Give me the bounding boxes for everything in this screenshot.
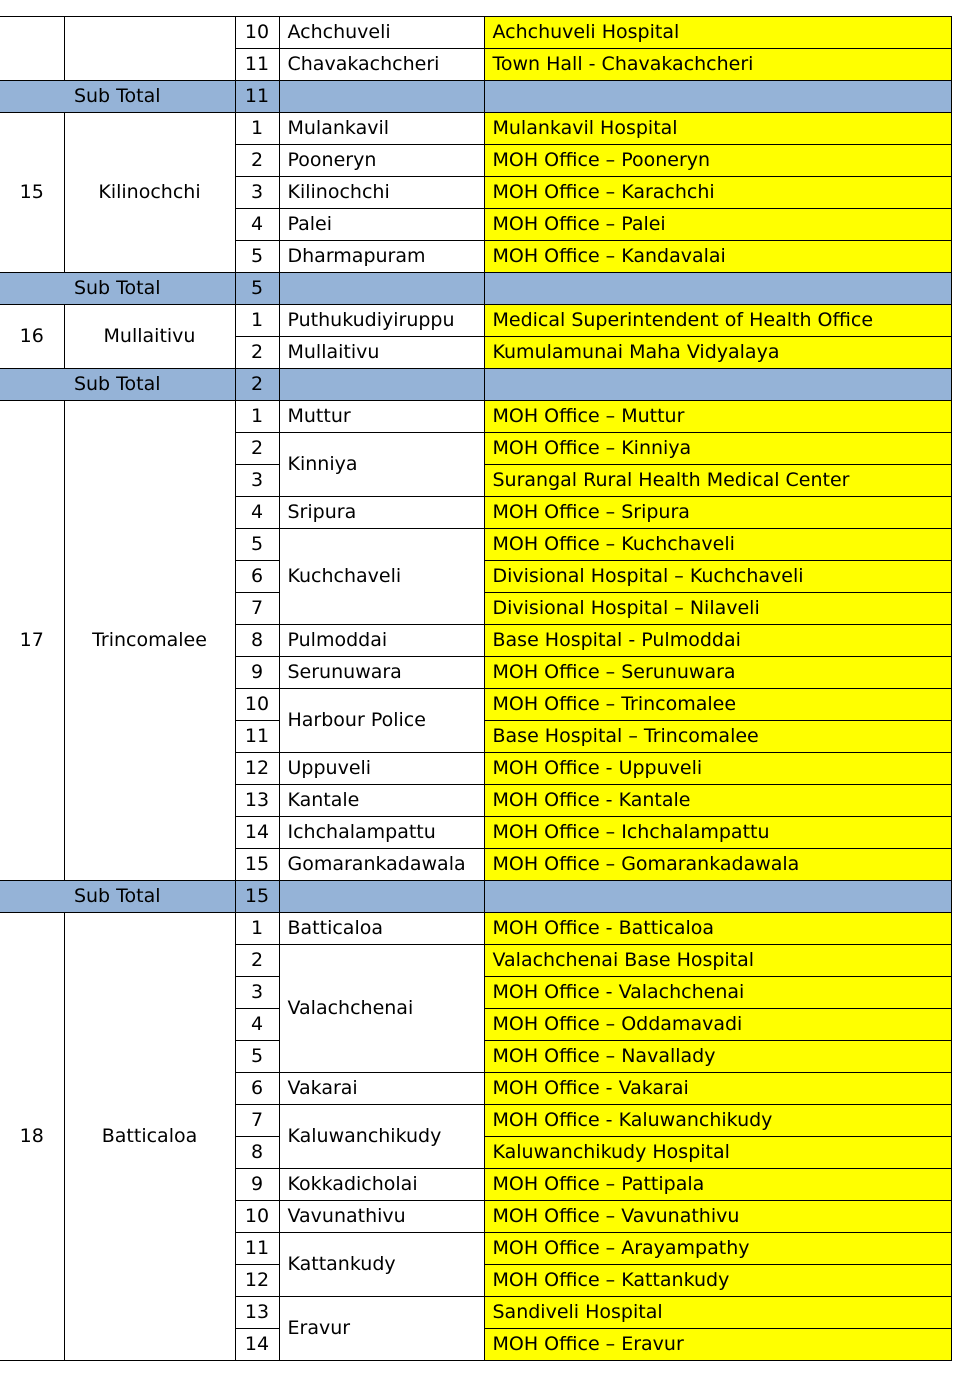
row-number-cell: 8 <box>235 1137 279 1169</box>
venue-cell: MOH Office – Arayampathy <box>484 1233 951 1265</box>
center-name-cell: Kinniya <box>279 433 484 497</box>
row-number-cell: 10 <box>235 689 279 721</box>
table-row <box>0 913 951 945</box>
venue-cell: Town Hall - Chavakachcheri <box>484 49 951 81</box>
subtotal-empty-cell <box>279 369 484 401</box>
row-number-cell: 6 <box>235 561 279 593</box>
center-name-cell: Eravur <box>279 1297 484 1361</box>
venue-cell: MOH Office – Kinniya <box>484 433 951 465</box>
center-name-cell: Kattankudy <box>279 1233 484 1297</box>
venue-cell: Kumulamunai Maha Vidyalaya <box>484 337 951 369</box>
row-number-cell: 10 <box>235 1201 279 1233</box>
row-number-cell: 2 <box>235 145 279 177</box>
center-name-cell: Sripura <box>279 497 484 529</box>
venue-cell: Medical Superintendent of Health Office <box>484 305 951 337</box>
district-name-cell: Batticaloa <box>64 913 235 1361</box>
row-number-cell: 12 <box>235 1265 279 1297</box>
venue-cell: Sandiveli Hospital <box>484 1297 951 1329</box>
center-name-cell: Puthukudiyiruppu <box>279 305 484 337</box>
center-name-cell: Kokkadicholai <box>279 1169 484 1201</box>
row-number-cell: 2 <box>235 945 279 977</box>
venue-cell: MOH Office – Kandavalai <box>484 241 951 273</box>
row-number-cell: 7 <box>235 593 279 625</box>
venue-table <box>0 16 952 1361</box>
subtotal-empty-cell <box>484 369 951 401</box>
center-name-cell: Dharmapuram <box>279 241 484 273</box>
venue-cell: MOH Office – Vavunathivu <box>484 1201 951 1233</box>
row-number-cell: 5 <box>235 529 279 561</box>
subtotal-label: Sub Total <box>0 369 235 401</box>
row-number-cell: 12 <box>235 753 279 785</box>
row-number-cell: 1 <box>235 401 279 433</box>
district-name-cell: Mullaitivu <box>64 305 235 369</box>
center-name-cell: Mulankavil <box>279 113 484 145</box>
center-name-cell: Palei <box>279 209 484 241</box>
subtotal-count: 15 <box>235 881 279 913</box>
venue-cell: MOH Office – Ichchalampattu <box>484 817 951 849</box>
row-number-cell: 11 <box>235 1233 279 1265</box>
subtotal-empty-cell <box>484 273 951 305</box>
row-number-cell: 14 <box>235 1329 279 1361</box>
center-name-cell: Uppuveli <box>279 753 484 785</box>
row-number-cell: 4 <box>235 209 279 241</box>
row-number-cell: 2 <box>235 337 279 369</box>
venue-cell: MOH Office - Batticaloa <box>484 913 951 945</box>
venue-cell: MOH Office - Uppuveli <box>484 753 951 785</box>
row-number-cell: 14 <box>235 817 279 849</box>
subtotal-row <box>0 273 951 305</box>
row-number-cell: 15 <box>235 849 279 881</box>
center-name-cell: Harbour Police <box>279 689 484 753</box>
venue-cell: MOH Office – Eravur <box>484 1329 951 1361</box>
row-number-cell: 11 <box>235 49 279 81</box>
subtotal-empty-cell <box>279 273 484 305</box>
row-number-cell: 1 <box>235 113 279 145</box>
center-name-cell: Mullaitivu <box>279 337 484 369</box>
venue-cell: Valachchenai Base Hospital <box>484 945 951 977</box>
venue-cell: Divisional Hospital – Nilaveli <box>484 593 951 625</box>
district-name-cell: Trincomalee <box>64 401 235 881</box>
venue-cell: MOH Office – Sripura <box>484 497 951 529</box>
venue-cell: MOH Office - Kaluwanchikudy <box>484 1105 951 1137</box>
row-number-cell: 3 <box>235 465 279 497</box>
venue-cell: Mulankavil Hospital <box>484 113 951 145</box>
venue-cell: MOH Office – Serunuwara <box>484 657 951 689</box>
row-number-cell: 6 <box>235 1073 279 1105</box>
center-name-cell: Ichchalampattu <box>279 817 484 849</box>
center-name-cell: Vakarai <box>279 1073 484 1105</box>
center-name-cell: Pooneryn <box>279 145 484 177</box>
table-row <box>0 305 951 337</box>
venue-cell: MOH Office – Pattipala <box>484 1169 951 1201</box>
center-name-cell: Muttur <box>279 401 484 433</box>
table-body <box>0 17 951 1361</box>
center-name-cell: Vavunathivu <box>279 1201 484 1233</box>
center-name-cell: Pulmoddai <box>279 625 484 657</box>
district-number-cell: 18 <box>0 913 64 1361</box>
center-name-cell: Kaluwanchikudy <box>279 1105 484 1169</box>
subtotal-count: 5 <box>235 273 279 305</box>
subtotal-empty-cell <box>484 81 951 113</box>
table-row <box>0 17 951 49</box>
venue-cell: MOH Office – Karachchi <box>484 177 951 209</box>
center-name-cell: Valachchenai <box>279 945 484 1073</box>
district-number-cell: 15 <box>0 113 64 273</box>
venue-cell: MOH Office – Trincomalee <box>484 689 951 721</box>
subtotal-empty-cell <box>279 881 484 913</box>
row-number-cell: 4 <box>235 497 279 529</box>
subtotal-row <box>0 81 951 113</box>
subtotal-label: Sub Total <box>0 81 235 113</box>
row-number-cell: 4 <box>235 1009 279 1041</box>
venue-cell: MOH Office – Palei <box>484 209 951 241</box>
venue-cell: Divisional Hospital – Kuchchaveli <box>484 561 951 593</box>
district-number-cell: 16 <box>0 305 64 369</box>
subtotal-row <box>0 881 951 913</box>
subtotal-empty-cell <box>279 81 484 113</box>
table-row <box>0 401 951 433</box>
subtotal-count: 11 <box>235 81 279 113</box>
venue-cell: Base Hospital – Trincomalee <box>484 721 951 753</box>
subtotal-label: Sub Total <box>0 273 235 305</box>
table-row <box>0 113 951 145</box>
venue-cell: MOH Office - Vakarai <box>484 1073 951 1105</box>
center-name-cell: Kantale <box>279 785 484 817</box>
row-number-cell: 1 <box>235 913 279 945</box>
center-name-cell: Kuchchaveli <box>279 529 484 625</box>
center-name-cell: Serunuwara <box>279 657 484 689</box>
row-number-cell: 1 <box>235 305 279 337</box>
district-name-cell: Kilinochchi <box>64 113 235 273</box>
subtotal-label: Sub Total <box>0 881 235 913</box>
center-name-cell: Chavakachcheri <box>279 49 484 81</box>
district-number-cell <box>0 17 64 81</box>
venue-cell: MOH Office – Navallady <box>484 1041 951 1073</box>
row-number-cell: 5 <box>235 1041 279 1073</box>
row-number-cell: 11 <box>235 721 279 753</box>
row-number-cell: 13 <box>235 785 279 817</box>
subtotal-empty-cell <box>484 881 951 913</box>
center-name-cell: Gomarankadawala <box>279 849 484 881</box>
row-number-cell: 7 <box>235 1105 279 1137</box>
venue-cell: MOH Office – Kuchchaveli <box>484 529 951 561</box>
center-name-cell: Kilinochchi <box>279 177 484 209</box>
venue-cell: Surangal Rural Health Medical Center <box>484 465 951 497</box>
venue-cell: MOH Office - Kantale <box>484 785 951 817</box>
venue-cell: Kaluwanchikudy Hospital <box>484 1137 951 1169</box>
row-number-cell: 9 <box>235 1169 279 1201</box>
venue-cell: MOH Office – Oddamavadi <box>484 1009 951 1041</box>
district-name-cell <box>64 17 235 81</box>
venue-cell: Base Hospital - Pulmoddai <box>484 625 951 657</box>
row-number-cell: 8 <box>235 625 279 657</box>
venue-cell: MOH Office – Muttur <box>484 401 951 433</box>
row-number-cell: 10 <box>235 17 279 49</box>
venue-cell: Achchuveli Hospital <box>484 17 951 49</box>
venue-cell: MOH Office – Kattankudy <box>484 1265 951 1297</box>
center-name-cell: Batticaloa <box>279 913 484 945</box>
venue-cell: MOH Office – Gomarankadawala <box>484 849 951 881</box>
subtotal-count: 2 <box>235 369 279 401</box>
row-number-cell: 3 <box>235 177 279 209</box>
center-name-cell: Achchuveli <box>279 17 484 49</box>
district-number-cell: 17 <box>0 401 64 881</box>
venue-cell: MOH Office – Pooneryn <box>484 145 951 177</box>
subtotal-row <box>0 369 951 401</box>
row-number-cell: 5 <box>235 241 279 273</box>
venue-cell: MOH Office - Valachchenai <box>484 977 951 1009</box>
row-number-cell: 9 <box>235 657 279 689</box>
row-number-cell: 2 <box>235 433 279 465</box>
row-number-cell: 13 <box>235 1297 279 1329</box>
row-number-cell: 3 <box>235 977 279 1009</box>
